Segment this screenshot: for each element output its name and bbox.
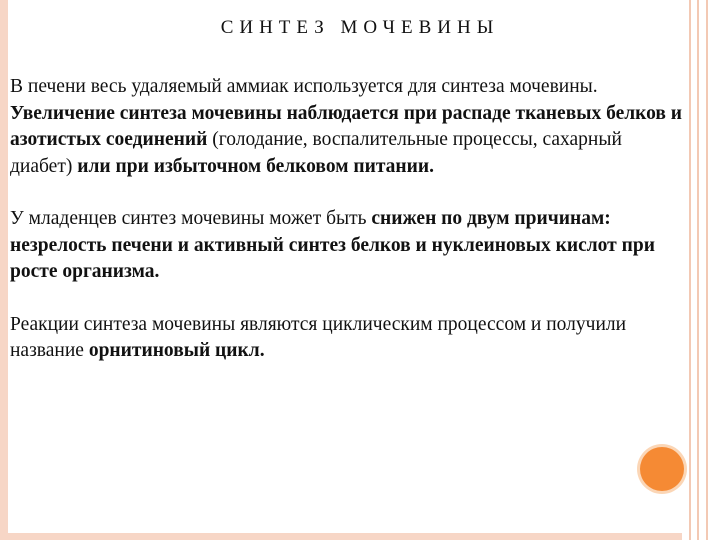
- paragraph-2: [10, 206, 685, 286]
- slide-body: [10, 74, 685, 391]
- frame-line: [689, 0, 691, 540]
- text-run: В печени весь удаляемый аммиак используется для синтеза мочевины.: [10, 76, 598, 97]
- right-frame-lines: [682, 0, 720, 540]
- frame-line: [706, 0, 708, 540]
- text-run: (голодание, воспалительные процессы, сахарный диабет): [10, 129, 622, 177]
- slide-title: СИНТЕЗ МОЧЕВИНЫ: [220, 17, 500, 38]
- bold-text-run: орнитиновый цикл.: [88, 340, 265, 361]
- bold-text-run: Увеличение синтеза мочевины наблюдается при распаде тканевых белков и азотистых соединений: [10, 102, 683, 150]
- paragraph-3: [10, 312, 685, 365]
- bottom-frame-bar: [0, 533, 720, 540]
- bold-text-run: снижен по двум причинам: незрелость печени и активный синтез белков и нуклеиновых кислот при росте организма.: [10, 208, 655, 282]
- left-frame-bar: [0, 0, 8, 540]
- paragraph-1: [10, 74, 685, 180]
- text-run: Реакции синтеза мочевины являются циклическим процессом и получили название: [10, 313, 627, 361]
- bold-text-run: или при избыточном белковом питании.: [77, 155, 434, 177]
- decorative-circle-icon: [640, 447, 684, 491]
- frame-line: [697, 0, 699, 540]
- text-run: У младенцев синтез мочевины может быть: [10, 208, 372, 229]
